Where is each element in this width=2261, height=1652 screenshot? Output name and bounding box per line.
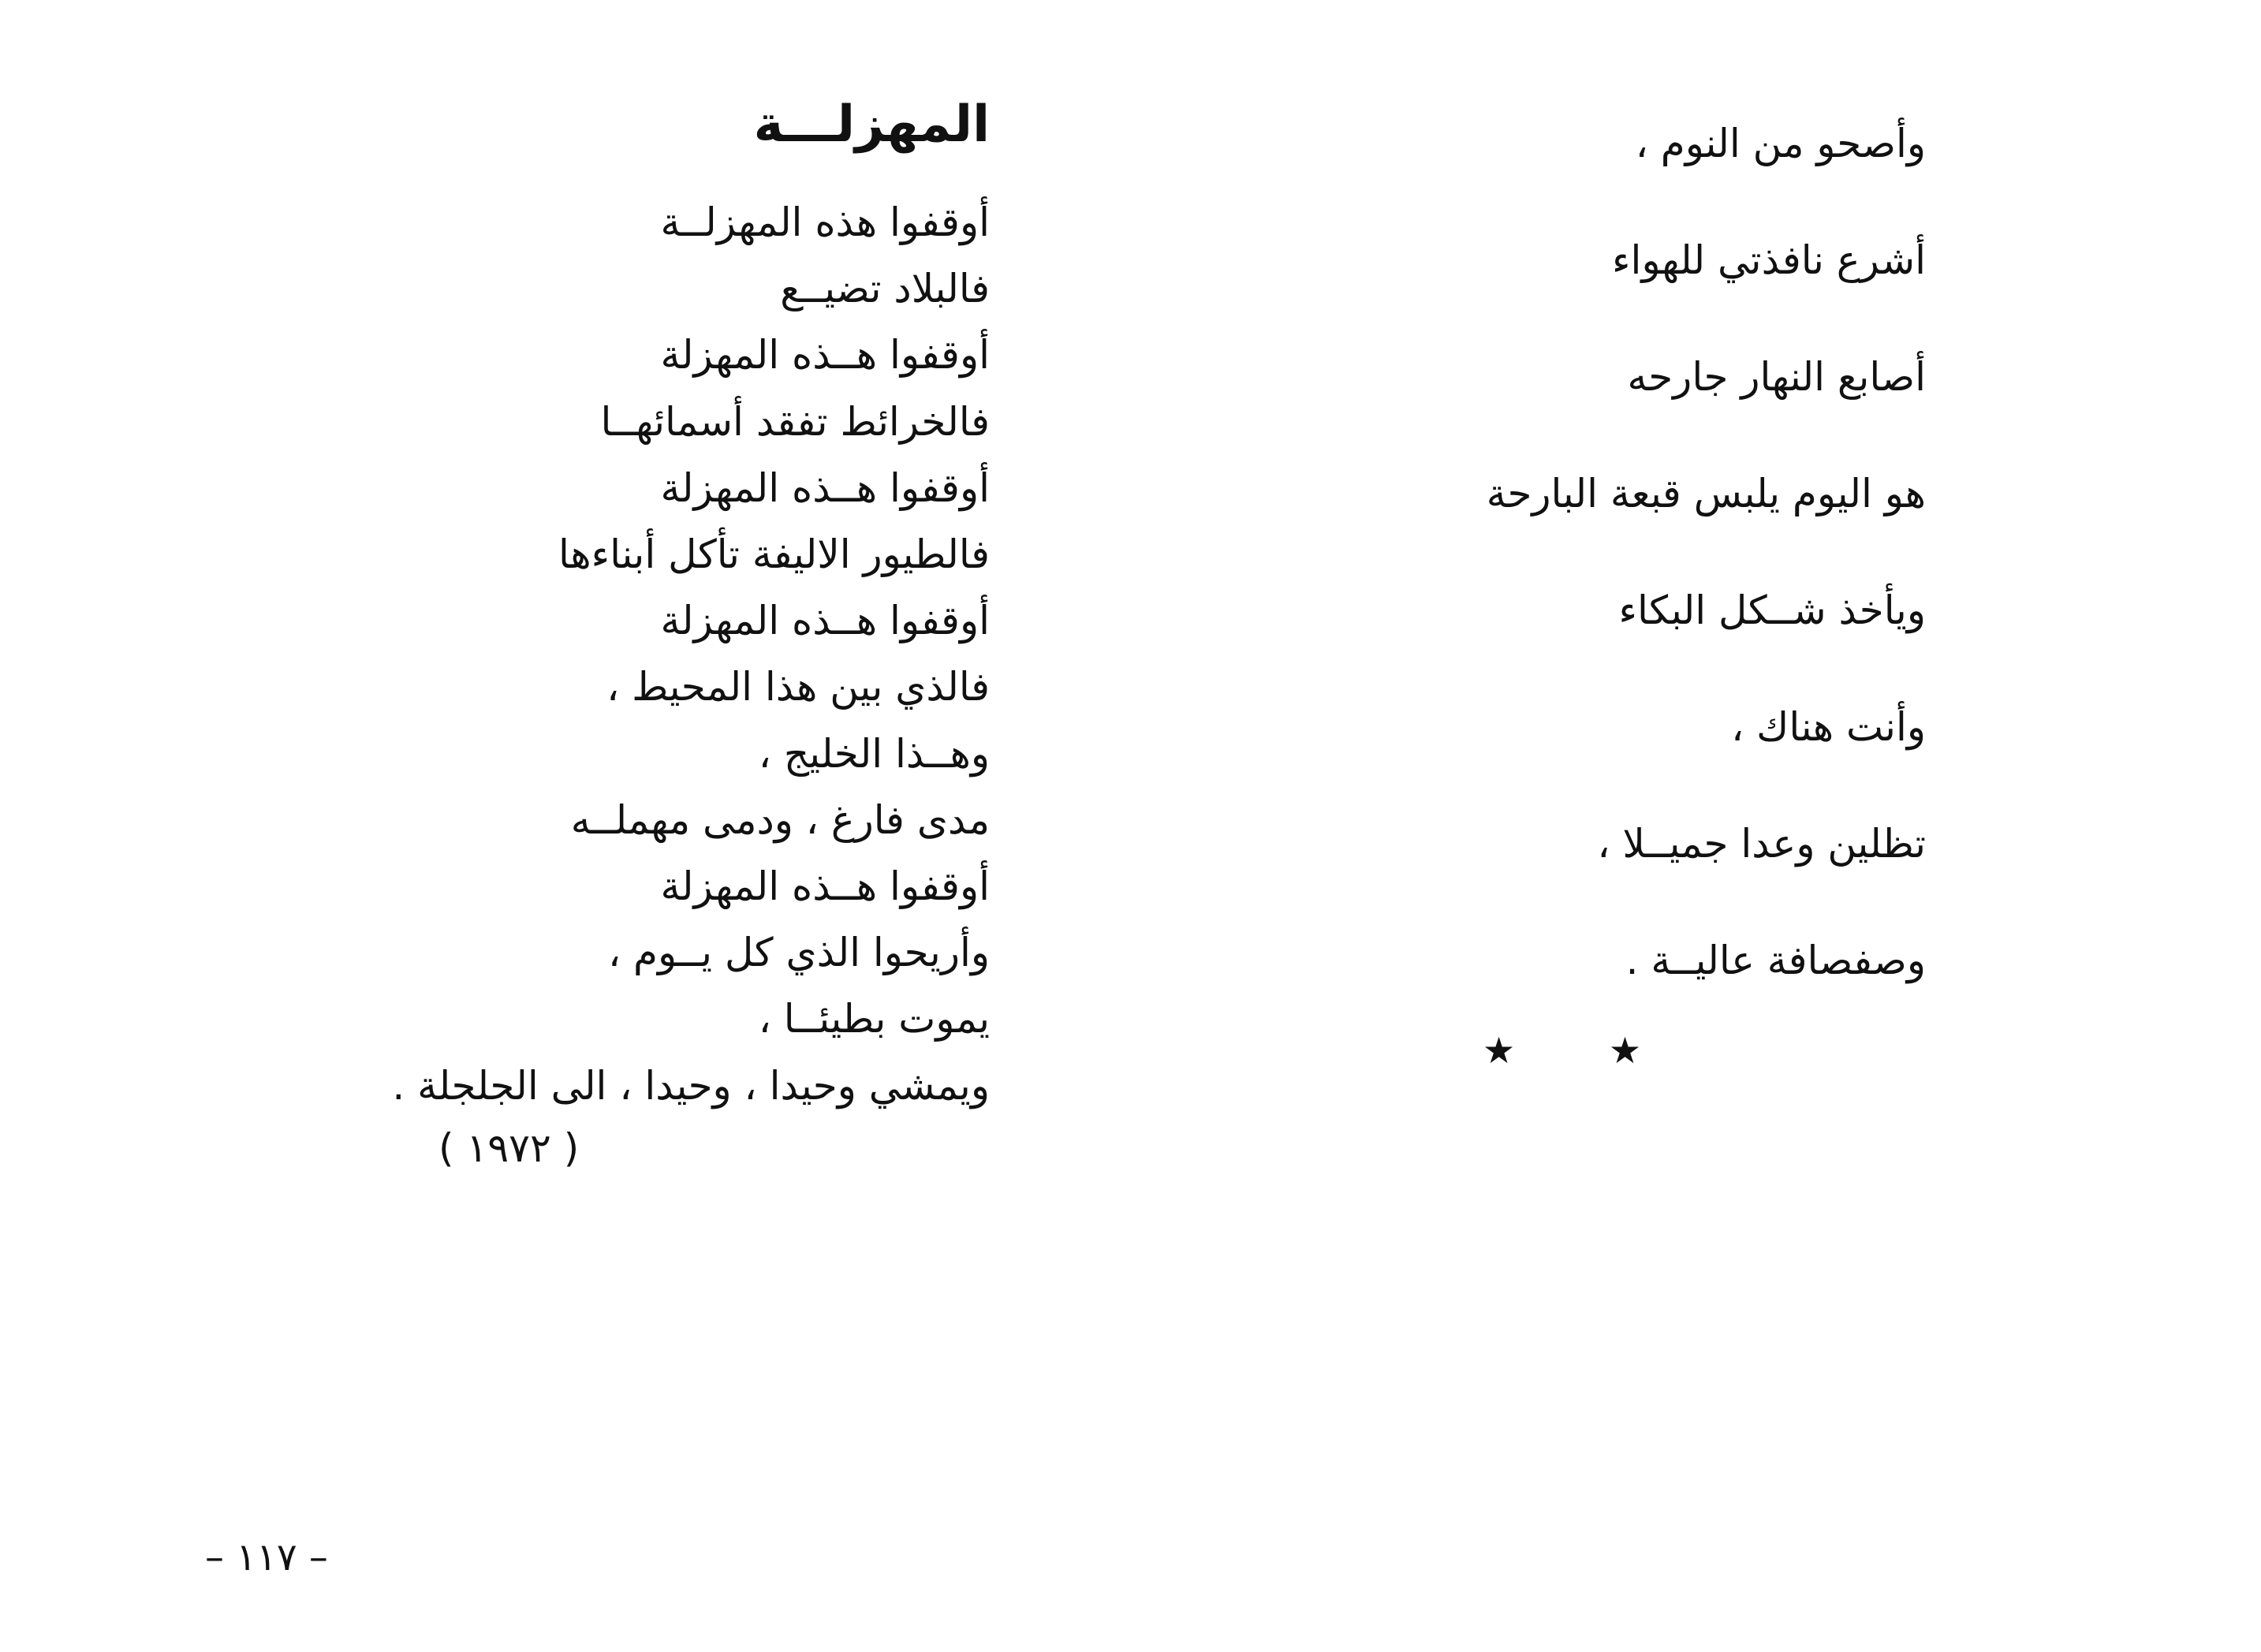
poem-line: أصابع النهار جارحه xyxy=(1627,354,1926,400)
poem-line: وأصحو من النوم ، xyxy=(1635,121,1926,166)
poem-line: تظلين وعدا جميــلا ، xyxy=(1597,821,1926,867)
previous-poem-ending xyxy=(1374,85,1926,1019)
poem-line: أوقفوا هــذه المهزلة xyxy=(660,863,990,910)
poem-line: أوقفوا هــذه المهزلة xyxy=(660,464,990,511)
poem-line: فالذي بين هذا المحيط ، xyxy=(606,664,990,710)
poem-line: أوقفوا هــذه المهزلة xyxy=(660,598,990,644)
poem-line: يموت بطيئــا ، xyxy=(758,996,990,1042)
poem-line: فالبلاد تضيــع xyxy=(780,266,990,312)
poem-line: مدى فارغ ، ودمى مهملــه xyxy=(570,796,990,843)
poem-line: ويمشي وحيدا ، وحيدا ، الى الجلجلة . xyxy=(392,1062,990,1109)
poem-line: أشرع نافذتي للهواء xyxy=(1612,237,1926,283)
poem-year: ( ١٩٧٢ ) xyxy=(438,1125,580,1171)
section-separator-stars: ★ ★ xyxy=(1483,1029,1683,1072)
poem-line: هو اليوم يلبس قبعة البارحة xyxy=(1486,471,1926,516)
poem-line: أوقفوا هــذه المهزلة xyxy=(660,332,990,379)
poem-line: فالطيور الاليفة تأكل أبناءها xyxy=(558,531,990,578)
page-number: – ١١٧ – xyxy=(205,1535,328,1579)
poem-line: وأريحوا الذي كل يــوم ، xyxy=(608,930,990,976)
poem-line: وأنت هناك ، xyxy=(1731,704,1926,750)
poem-line: أوقفوا هذه المهزلــة xyxy=(660,200,990,245)
poem-line: وهــذا الخليج ، xyxy=(758,730,990,777)
poem-line: ويأخذ شــكل البكاء xyxy=(1618,587,1926,633)
poem-title: المهزلـــة xyxy=(753,95,990,154)
poem-line: وصفصافة عاليــة . xyxy=(1625,938,1926,983)
poem-block xyxy=(280,85,990,1119)
poem-line: فالخرائط تفقد أسمائهــا xyxy=(600,398,990,445)
